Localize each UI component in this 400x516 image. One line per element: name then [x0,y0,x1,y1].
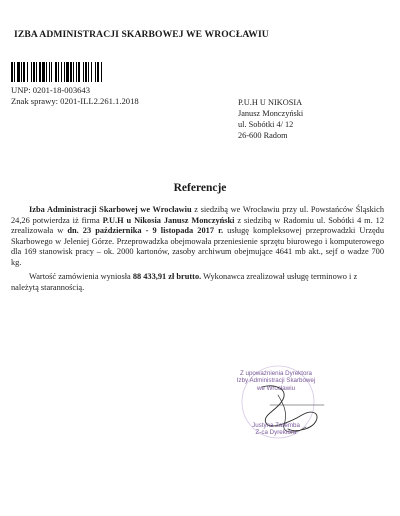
barcode-bar [61,62,62,82]
barcode-bar [11,62,13,82]
barcode-bar [49,62,50,82]
p2-text-2: Wykonawca zrealizował usługę terminowo i z należytą starannością. [11,272,358,292]
barcode-bar [51,62,52,82]
recipient-street: ul. Sobótki 4/ 12 [238,120,294,130]
stamp-line: Z upoważnienia Dyrektora [240,370,312,377]
barcode-bar [83,62,84,82]
barcode-bar [21,62,22,82]
recipient-company: P.U.H U NIKOSIA [238,98,303,107]
barcode-bar [97,62,99,82]
barcode-bar [46,62,47,82]
institution-name: Izba Administracji Skarbowej we Wrocławiu [29,205,192,214]
barcode-bar [17,62,20,82]
barcode-bar [33,62,35,82]
barcode-bar [27,62,28,82]
recipient-address [238,97,303,141]
barcode-bar [42,62,45,82]
barcode-bar [55,62,57,82]
recipient-name: Janusz Monczyński [238,109,304,119]
stamp-line: we Wrocławiu [256,384,296,392]
p1-text-3: usługę kompleksowej przeprowadzki Urzędu Skarbowego w Jeleniej Górze. Przeprowadzka obejmowała przeniesienie sprzętu biurowego i komputerowego dla 169 stanowisk pracy – ok. 2000 kartonów, zasoby archiwum obejmujące 4641 mb akt., sejf o wadze 700 kg. [11,226,384,267]
barcode-bar [91,62,92,82]
barcode-bar [70,62,72,82]
barcode-bar [31,62,32,82]
reference-paragraph-2 [11,272,384,293]
p2-text-1: Wartość zamówienia wyniosła [29,272,133,281]
order-value: 88 433,91 zł brutto. [132,272,202,281]
barcode-bar [66,62,69,82]
barcode-bar [73,62,74,82]
barcode-bar [85,62,87,82]
barcode-bar [76,62,77,82]
document-title: Referencje [173,182,227,194]
barcode-bar [14,62,15,82]
barcode-bar [88,62,89,82]
signatory-name: Justyna Zaremba [252,422,300,429]
case-number: Znak sprawy: 0201-ILL2.261.1.2018 [11,96,139,106]
signatory-title: Z-ca Dyrektora [255,429,297,437]
barcode-bar [23,62,25,82]
barcode-bar [36,62,37,82]
barcode-bar [101,62,102,82]
contractor-name: P.U.H u Nikosia Janusz Monczyński [102,215,235,225]
stamp-signatory [206,422,346,437]
barcode-bar [58,62,59,82]
stamp-line: Izby Administracji Skarbowej [236,377,316,385]
barcode [11,62,141,82]
institution-header: IZBA ADMINISTRACJI SKARBOWEJ WE WROCŁAWIU [14,29,269,40]
barcode-bar [64,62,65,82]
reference-paragraph-1 [11,205,384,269]
p1-text-1: z siedzibą we Wrocławiu przy ul. Powstańców Śląskich 24,26 potwierdza iż firma [11,205,384,225]
recipient-city: 26-600 Radom [238,131,288,141]
barcode-bar [95,62,96,82]
service-dates: dn. 23 października - 9 listopada 2017 r. [67,226,224,236]
unp-number: UNP: 0201-18-003643 [11,85,91,95]
p1-text-2: z siedzibą w Radomiu ul. Sobótki 4 m. 12 zrealizowała w [11,215,384,236]
barcode-bar [39,62,41,82]
barcode-bar [78,62,80,82]
